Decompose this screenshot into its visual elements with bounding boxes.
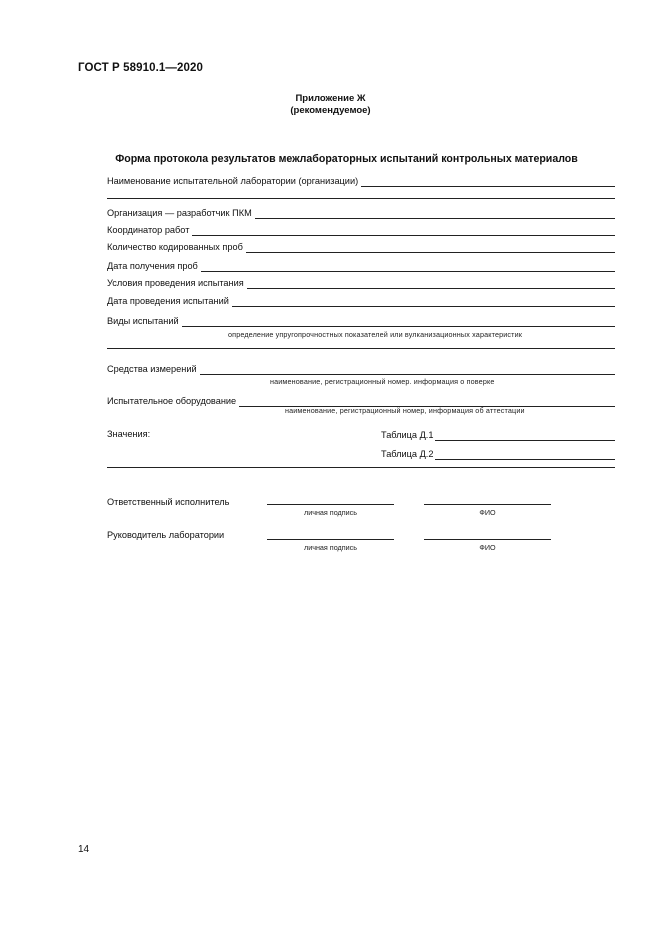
annex-title: Приложение Ж xyxy=(295,93,366,104)
coordinator-row xyxy=(107,223,615,236)
test-equipment-label: Испытательное оборудование xyxy=(107,396,237,406)
measuring-tools-field[interactable] xyxy=(200,363,615,375)
test-types-label: Виды испытаний xyxy=(107,316,179,326)
coordinator-label: Координатор работ xyxy=(107,225,190,235)
executor-signature-caption: личная подпись xyxy=(304,508,357,517)
test-types-caption: определение упругопрочностных показателей или вулканизационных характеристик xyxy=(228,330,523,339)
table-d1-field[interactable] xyxy=(435,429,615,441)
coordinator-field[interactable] xyxy=(192,224,615,236)
table-d2-label: Таблица Д.2 xyxy=(381,449,434,459)
annex-subtitle: (рекомендуемое) xyxy=(290,105,371,116)
form-title: Форма протокола результатов межлабораторных испытаний контрольных материалов xyxy=(115,153,578,165)
test-equipment-caption: наименование, регистрационный номер, информация об аттестации xyxy=(285,406,525,415)
measuring-tools-row xyxy=(107,362,615,375)
test-dates-field[interactable] xyxy=(232,295,615,307)
coded-samples-row xyxy=(107,240,615,253)
lab-name-label: Наименование испытательной лаборатории (организации) xyxy=(107,176,359,186)
test-conditions-field[interactable] xyxy=(247,277,615,289)
head-label: Руководитель лаборатории xyxy=(107,530,225,540)
document-code: ГОСТ Р 58910.1—2020 xyxy=(78,62,203,74)
table-d1-label: Таблица Д.1 xyxy=(381,430,434,440)
executor-signature-line[interactable] xyxy=(267,504,394,505)
values-continuation-line[interactable] xyxy=(107,467,615,468)
coded-samples-field[interactable] xyxy=(246,241,615,253)
executor-name-line[interactable] xyxy=(424,504,551,505)
organization-field[interactable] xyxy=(255,207,615,219)
test-conditions-row xyxy=(107,276,615,289)
head-signature-line[interactable] xyxy=(267,539,394,540)
test-types-row xyxy=(107,314,615,327)
table-d2-field[interactable] xyxy=(435,448,615,460)
table-d2-row xyxy=(381,447,615,460)
head-name-caption: ФИО xyxy=(479,543,496,552)
head-name-line[interactable] xyxy=(424,539,551,540)
page-number: 14 xyxy=(78,844,90,855)
test-dates-label: Дата проведения испытаний xyxy=(107,296,229,306)
lab-name-continuation-line[interactable] xyxy=(107,198,615,199)
lab-name-row xyxy=(107,174,615,187)
organization-row xyxy=(107,206,615,219)
measuring-tools-label: Средства измерений xyxy=(107,364,197,374)
head-signature-caption: личная подпись xyxy=(304,543,357,552)
measuring-tools-caption: наименование, регистрационный номер. информация о поверке xyxy=(270,377,495,386)
test-conditions-label: Условия проведения испытания xyxy=(107,278,244,288)
lab-name-field[interactable] xyxy=(361,175,615,187)
coded-samples-label: Количество кодированных проб xyxy=(107,242,243,252)
test-dates-row xyxy=(107,294,615,307)
test-types-field[interactable] xyxy=(182,315,615,327)
receipt-date-label: Дата получения проб xyxy=(107,261,198,271)
organization-label: Организация — разработчик ПКМ xyxy=(107,208,252,218)
receipt-date-field[interactable] xyxy=(201,260,615,272)
test-types-continuation-line[interactable] xyxy=(107,348,615,349)
values-label: Значения: xyxy=(107,429,151,439)
receipt-date-row xyxy=(107,259,615,272)
executor-label: Ответственный исполнитель xyxy=(107,497,230,507)
executor-name-caption: ФИО xyxy=(479,508,496,517)
table-d1-row xyxy=(381,428,615,441)
